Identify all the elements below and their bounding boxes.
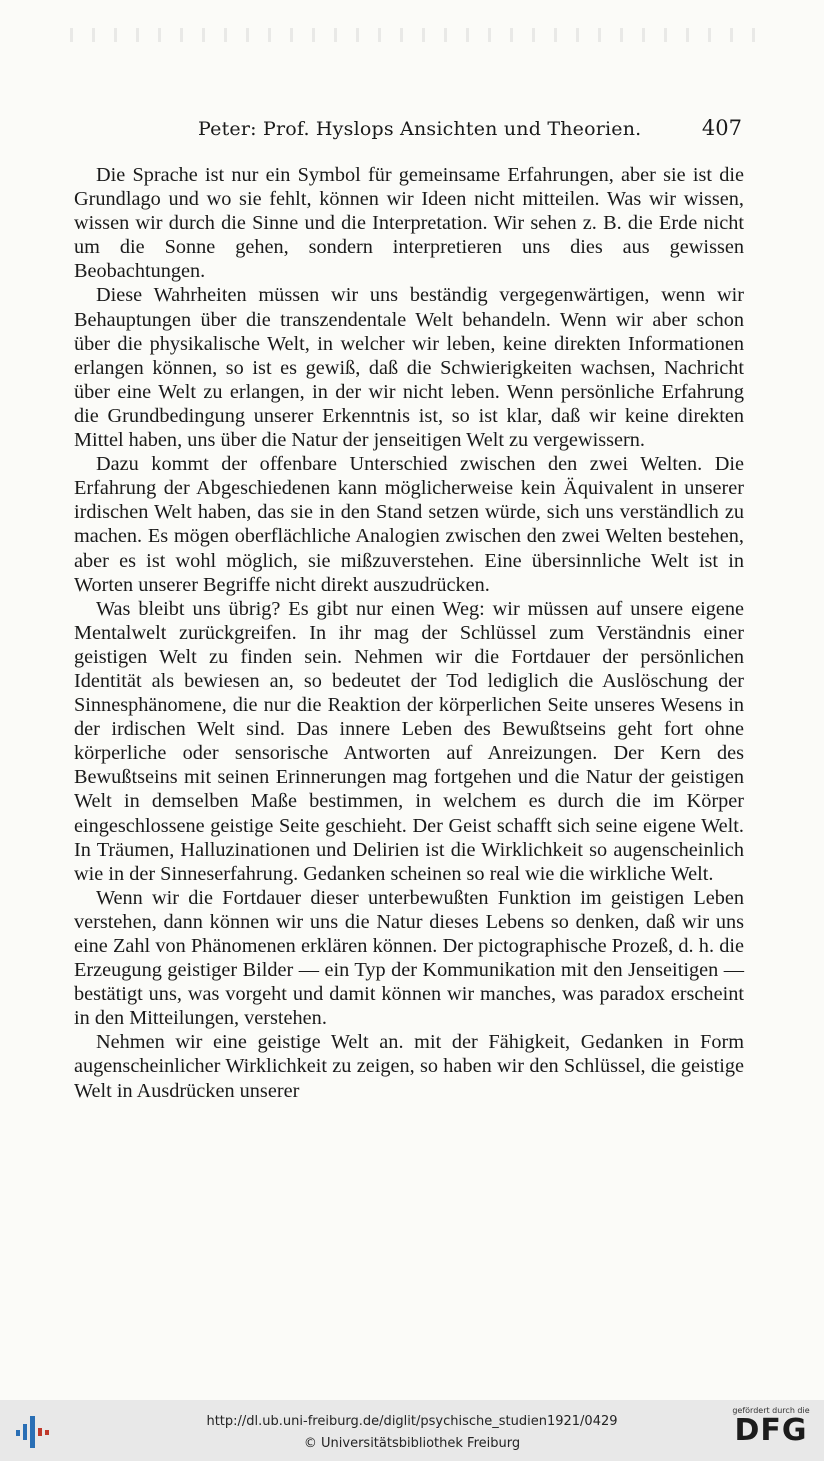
sponsor-logo-text: DFG [734, 1413, 808, 1448]
page-number: 407 [701, 116, 742, 140]
dfg-logo [726, 1406, 816, 1456]
permalink-url[interactable]: http://dl.ub.uni-freiburg.de/diglit/psychische_studien1921/0429 [206, 1414, 618, 1429]
body-text [74, 163, 744, 1103]
paragraph: Dazu kommt der offenbare Unterschied zwischen den zwei Welten. Die Erfahrung der Abgeschiedenen kann möglicherweise kein Äquivalent in unserer irdischen Welt haben, das sie in den Stand setzen würde, sich uns verständlich zu machen. Es mögen oberflächliche Analogien zwischen den zwei Welten bestehen, aber es ist wohl möglich, sie mißzuverstehen. Eine übersinnliche Welt ist in Worten unserer Begriffe nicht direkt auszudrücken. [74, 453, 744, 596]
paragraph: Nehmen wir eine geistige Welt an. mit der Fähigkeit, Gedanken in Form augenscheinlicher Wirklichkeit zu zeigen, so haben wir den Schlüssel, die geistige Welt in Ausdrücken unserer [74, 1031, 744, 1102]
paragraph: Was bleibt uns übrig? Es gibt nur einen Weg: wir müssen auf unsere eigene Mentalwelt zurückgreifen. In ihr mag der Schlüssel zum Verständnis einer geistigen Welt zu finden sein. Nehmen wir die Fortdauer der persönlichen Identität als bewiesen an, so bedeutet der Tod lediglich die Auslöschung der Sinnesphänomene, die nur die Reaktion der körperlichen Seite unseres Wesens in der irdischen Welt sind. Das innere Leben des Bewußtseins geht fort ohne körperliche oder sensorische Antworten auf Anreizungen. Der Kern des Bewußtseins mit seinen Erinnerungen mag fortgehen und die Natur der geistigen Welt in demselben Maße bestimmen, in welchem es durch die im Körper eingeschlossene geistige Seite geschieht. Der Geist schafft sich seine eigene Welt. In Träumen, Halluzinationen und Delirien ist die Wirklichkeit so augenscheinlich wie in der Sinneserfahrung. Gedanken scheinen so real wie die wirkliche Welt. [74, 597, 744, 885]
paragraph: Diese Wahrheiten müssen wir uns beständig vergegenwärtigen, wenn wir Behauptungen über die transzendentale Welt behandeln. Wenn wir aber schon über die physikalische Welt, in welcher wir leben, keine direkten Informationen erlangen können, so ist es gewiß, daß die Schwierigkeiten wachsen, Nachricht über eine Welt zu erlangen, in der wir nicht leben. Wenn persönliche Erfahrung die Grundbedingung unserer Erkenntnis ist, so ist klar, daß wir keine direkten Mittel haben, uns über die Natur der jenseitigen Welt zu vergewissern. [74, 284, 744, 452]
running-title: Peter: Prof. Hyslops Ansichten und Theorien. [198, 118, 642, 140]
paragraph: Die Sprache ist nur ein Symbol für gemeinsame Erfahrungen, aber sie ist die Grundlago und wo sie fehlt, können wir Ideen nicht mitteilen. Was wir wissen, wissen wir durch die Sinne und die Interpretation. Wir sehen z. B. die Erde nicht um die Sonne gehen, sondern interpretieren uns dies aus gewissen Beobachtungen. [74, 164, 744, 283]
copyright-text: © Universitätsbibliothek Freiburg [303, 1436, 521, 1451]
scan-artifacts [70, 28, 760, 42]
running-header [76, 116, 742, 146]
paragraph: Wenn wir die Fortdauer dieser unterbewußten Funktion im geistigen Leben verstehen, dann können wir uns die Natur dieses Lebens so denken, daß wir uns eine Zahl von Phänomenen erklären können. Der pictographische Prozeß, d. h. die Erzeugung geistiger Bilder — ein Typ der Kommunikation mit den Jenseitigen — bestätigt uns, was vorgeht und damit können wir manches, was paradox erscheint in den Mitteilungen, verstehen. [74, 886, 744, 1030]
sponsor-caption: gefördert durch die [732, 1406, 810, 1415]
viewer-footer [0, 1400, 824, 1461]
